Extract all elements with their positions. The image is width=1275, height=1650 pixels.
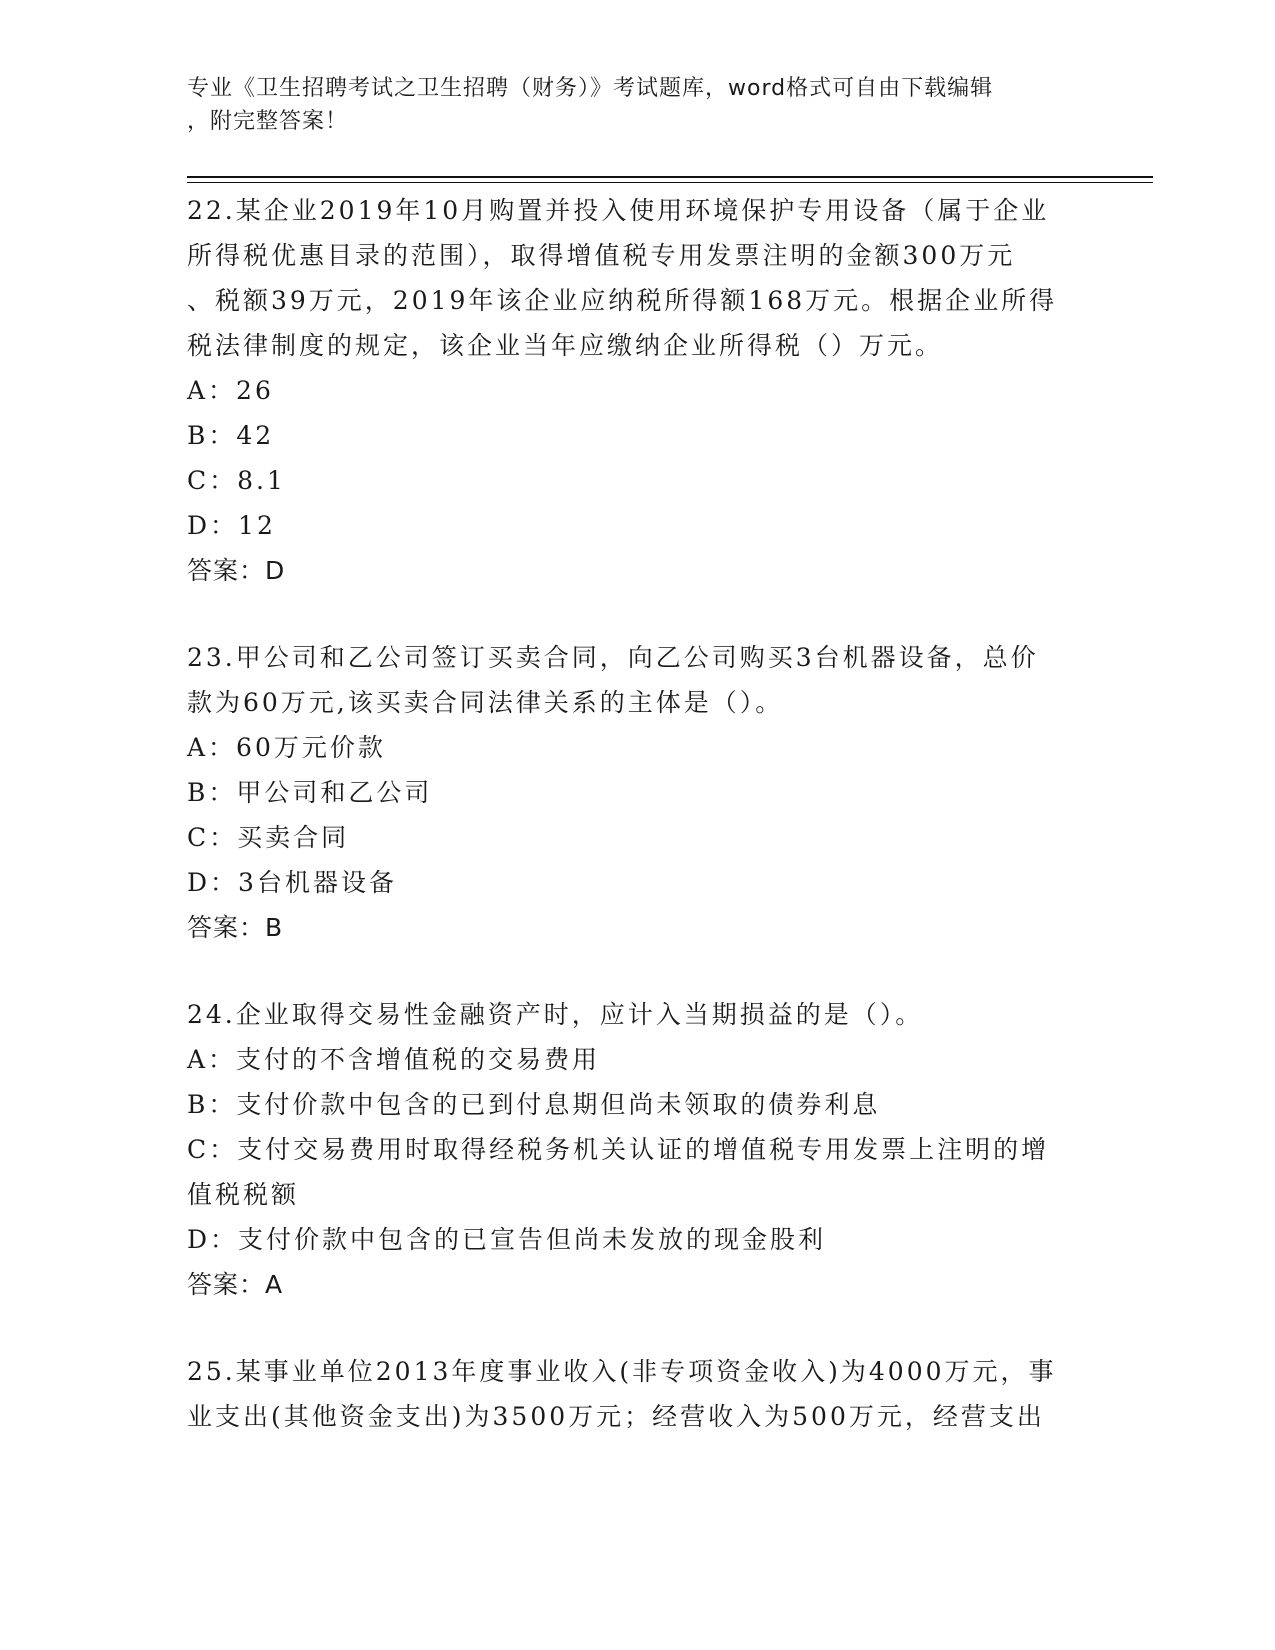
header-divider-thick (187, 176, 1153, 178)
option-line: A：支付的不含增值税的交易费用 (187, 1045, 601, 1074)
question-stem-line: 业支出(其他资金支出)为3500万元；经营收入为500万元，经营支出 (187, 1402, 1045, 1431)
question-block (187, 992, 1077, 1308)
header-line: 专业《卫生招聘考试之卫生招聘（财务）》考试题库，word格式可自由下载编辑 (187, 76, 994, 101)
answer-line: 答案：D (187, 556, 286, 585)
option-line: A：60万元价款 (187, 733, 386, 762)
question-stem-line: 款为60万元,该买卖合同法律关系的主体是（）。 (187, 688, 784, 717)
question-stem-line: 22.某企业2019年10月购置并投入使用环境保护专用设备（属于企业 (187, 196, 1050, 225)
header-divider-thin (187, 182, 1153, 183)
option-line: B：支付价款中包含的已到付息期但尚未领取的债券利息 (187, 1090, 881, 1119)
document-header (187, 72, 1067, 138)
option-line: D：3台机器设备 (187, 868, 397, 897)
question-stem-line: 、税额39万元，2019年该企业应纳税所得额168万元。根据企业所得 (187, 286, 1058, 315)
question-stem-line: 24.企业取得交易性金融资产时，应计入当期损益的是（）。 (187, 1000, 924, 1029)
option-line: C：支付交易费用时取得经税务机关认证的增值税专用发票上注明的增 (187, 1135, 1050, 1164)
option-line: B：甲公司和乙公司 (187, 778, 433, 807)
option-line: B：42 (187, 421, 275, 450)
answer-line: 答案：A (187, 1270, 284, 1299)
option-line: 值税税额 (187, 1180, 300, 1209)
question-block (187, 635, 1077, 951)
header-line: ，附完整答案！ (187, 109, 349, 134)
answer-line: 答案：B (187, 913, 284, 942)
question-block (187, 188, 1077, 594)
question-stem-line: 23.甲公司和乙公司签订买卖合同，向乙公司购买3台机器设备，总价 (187, 643, 1039, 672)
option-line: C：8.1 (187, 466, 286, 495)
question-stem-line: 税法律制度的规定，该企业当年应缴纳企业所得税（）万元。 (187, 331, 944, 360)
option-line: D：12 (187, 511, 276, 540)
option-line: D：支付价款中包含的已宣告但尚未发放的现金股利 (187, 1225, 827, 1254)
option-line: A：26 (187, 376, 274, 405)
question-list (187, 188, 1077, 1480)
question-stem-line: 所得税优惠目录的范围），取得增值税专用发票注明的金额300万元 (187, 241, 1016, 270)
question-stem-line: 25.某事业单位2013年度事业收入(非专项资金收入)为4000万元，事 (187, 1357, 1057, 1386)
option-line: C：买卖合同 (187, 823, 350, 852)
question-block (187, 1349, 1077, 1439)
